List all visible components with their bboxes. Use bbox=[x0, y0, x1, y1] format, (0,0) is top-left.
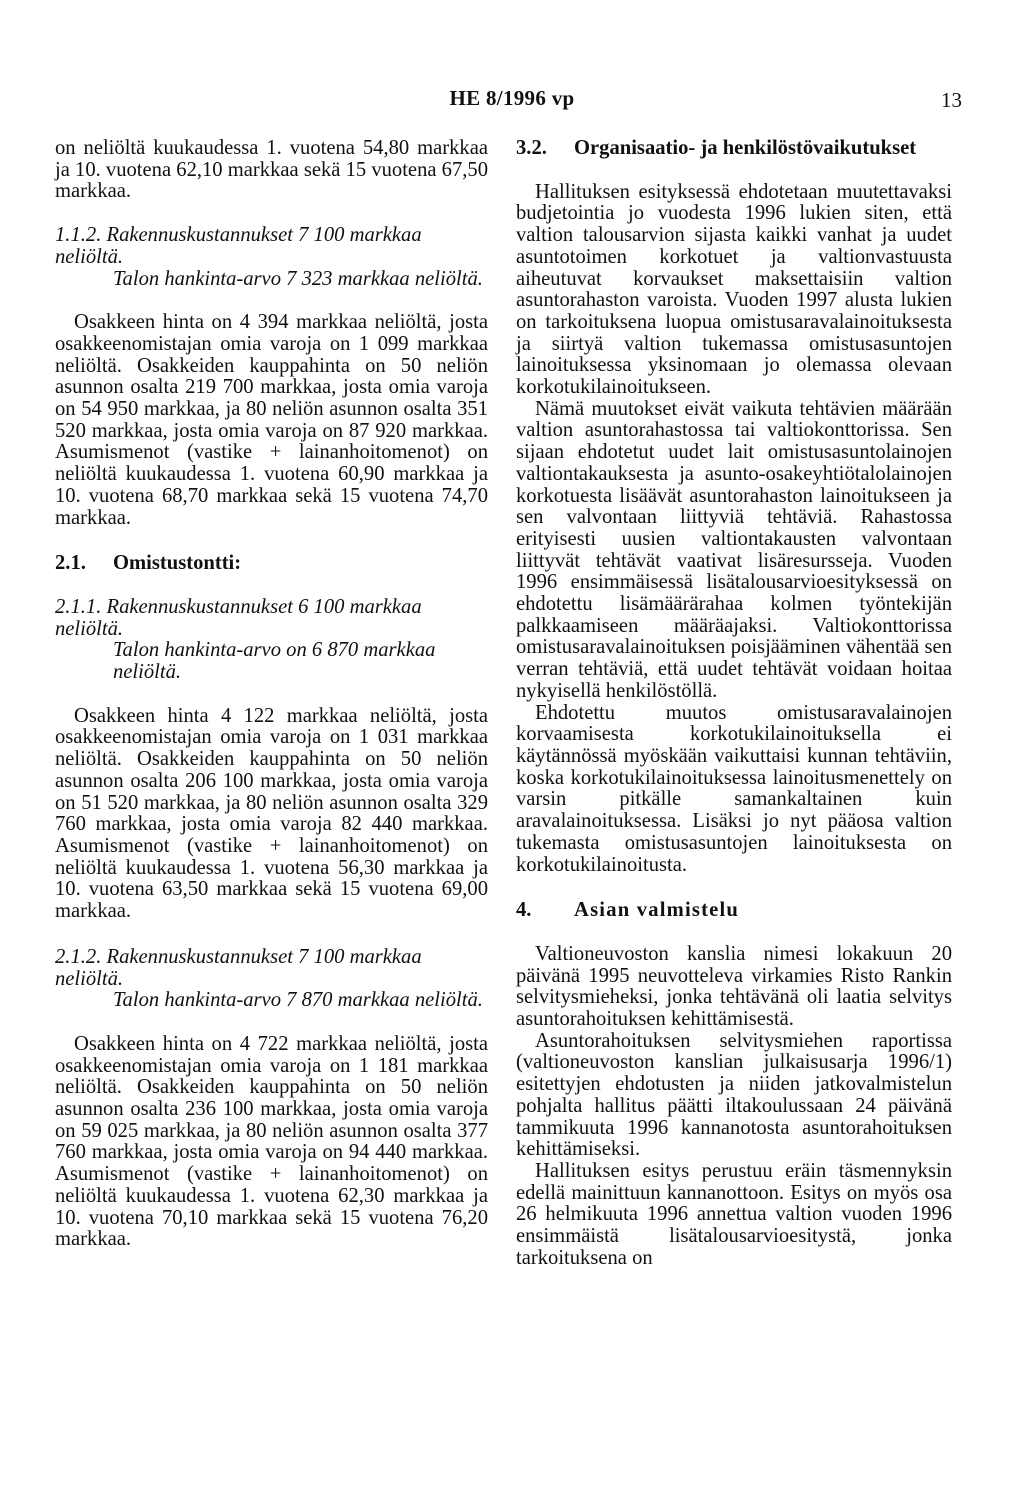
paragraph: Hallituksen esitys perustuu eräin täsmennyksin edellä mainittuun kannanottoon. Esitys on myös osa 26 helmikuuta 1996 annettua valtion vuoden 1996 ensimmäistä lisätalousarvioesitystä, jonka tarkoituksena on bbox=[516, 1159, 952, 1269]
paragraph: Nämä muutokset eivät vaikuta tehtävien määrään valtion asuntorahastossa tai valtiokonttorissa. Sen sijaan ehdotetut uudet lait omistusasuntolainojen valtiontakauksesta ja asunto-osakeyhtiötalolainojen korkotuesta lisäävät asuntorahaston lainoitukseen ja sen valvontaan liittyviä tehtäviä. Rahastossa erityisesti uusien valtiontakausten valvontaan liittyvät tehtävät vaativat lisäresursseja. Vuoden 1996 ensimmäisessä lisätalousarvioesityksessä on ehdotettu lisämäärärahaa kolmen työntekijän palkkaamiseen määräajaksi. Valtiokonttorissa omistusaravalainoituksen poisjääminen vähentää sen verran tehtäviä, että uudet tehtävät voidaan hoitaa nykyisellä henkilöstöllä. bbox=[516, 397, 952, 702]
right-column bbox=[516, 138, 952, 1269]
section-title: Organisaatio- ja henkilöstövaikutukset bbox=[574, 137, 917, 159]
subsection-title: Rakennuskustannukset 7 100 markkaa neliöltä. bbox=[55, 224, 422, 268]
paragraph: Osakkeen hinta 4 122 markkaa neliöltä, josta osakkeenomistajan omia varoja on 1 031 markkaa neliöltä. Osakkeiden kauppahinta on 50 neliön asunnon osalta 206 100 markkaa, josta omia varoja on 51 520 markkaa, ja 80 neliön asunnon osalta 329 760 markkaa, josta omia varoja 82 440 markkaa. Asumismenot (vastike + lainanhoitomenot) on neliöltä kuukaudessa 1. vuotena 56,30 markkaa ja 10. vuotena 63,50 markkaa sekä 15 vuotena 69,00 markkaa. bbox=[55, 704, 488, 923]
paragraph: Asuntorahoituksen selvitysmiehen raportissa (valtioneuvoston kanslian julkaisusarja 1996/1) esitettyjen ehdotusten ja niiden jatkovalmistelun pohjalta hallitus päätti iltakoulussaan 24 päivänä tammikuuta 1996 kannanotosta asuntorahoituksen kehittämiseksi. bbox=[516, 1029, 952, 1161]
subsection-2-1-2 bbox=[55, 947, 488, 1012]
subsection-2-1-1 bbox=[55, 597, 488, 684]
section-heading-3-2 bbox=[516, 138, 952, 160]
section-title: Omistustontti: bbox=[113, 552, 242, 575]
section-number: 2.1. bbox=[55, 552, 86, 575]
subsection-1-1-2 bbox=[55, 225, 488, 290]
left-column bbox=[55, 138, 488, 1251]
section-heading-2-1 bbox=[55, 553, 488, 575]
paragraph: Ehdotettu muutos omistusaravalainojen korvaamisesta korkotukilainoituksella ei käytännössä myöskään vaikuttaisi kunnan tehtäviin, koska korkotukilainoituksessa lainoitusmenettely on varsin pitkälle samankaltainen kuin aravalainoituksessa. Lisäksi jo nyt pääosa valtion tukemasta omistusasuntojen lainoituksesta on korkotukilainoitusta. bbox=[516, 701, 952, 876]
subsection-subtitle: Talon hankinta-arvo on 6 870 markkaa neliöltä. bbox=[113, 639, 436, 684]
section-number: 3.2. bbox=[516, 137, 547, 159]
subsection-number: 1.1.2. bbox=[55, 224, 102, 247]
page-header bbox=[0, 86, 1024, 116]
subsection-subtitle: Talon hankinta-arvo 7 870 markkaa neliöltä. bbox=[113, 989, 483, 1012]
paragraph: Hallituksen esityksessä ehdotetaan muutettavaksi budjetointia jo vuodesta 1996 lukien siten, että valtion talousarvion sijasta kaikki vanhat ja uudet asuntotoimen korkotuet ja valtionvastuusta aiheutuvat korvaukset maksettaisiin valtion asuntorahaston varoista. Vuoden 1997 alusta lukien on tarkoituksena luopua omistusaravalainoituksesta ja siirtyä valtion tukemassa omistusasuntojen lainoituksessa yksinomaan jo olemassa olevaan korkotukilainoitukseen. bbox=[516, 180, 952, 399]
section-title: Asian valmistelu bbox=[574, 899, 740, 922]
section-number: 4. bbox=[516, 899, 532, 922]
section-heading-4 bbox=[516, 900, 952, 922]
paragraph: Valtioneuvoston kanslia nimesi lokakuun 20 päivänä 1995 neuvotteleva virkamies Risto Rankin selvitysmieheksi, jonka tehtävänä oli laatia selvitys asuntorahoituksen kehittämisestä. bbox=[516, 942, 952, 1031]
subsection-subtitle: Talon hankinta-arvo 7 323 markkaa neliöltä. bbox=[113, 267, 483, 290]
subsection-title: Rakennuskustannukset 7 100 markkaa neliöltä. bbox=[55, 945, 422, 990]
paragraph: on neliöltä kuukaudessa 1. vuotena 54,80 markkaa ja 10. vuotena 62,10 markkaa sekä 15 vuotena 67,50 markkaa. bbox=[55, 137, 488, 203]
page-number: 13 bbox=[941, 88, 962, 112]
paragraph: Osakkeen hinta on 4 722 markkaa neliöltä, josta osakkeenomistajan omia varoja on 1 181 markkaa neliöltä. Osakkeiden kauppahinta on 50 neliön asunnon osalta 236 100 markkaa, josta omia varoja on 59 025 markkaa, ja 80 neliön asunnon osalta 377 760 markkaa, josta omia varoja on 94 440 markkaa. Asumismenot (vastike + lainanhoitomenot) on neliöltä kuukaudessa 1. vuotena 62,30 markkaa ja 10. vuotena 70,10 markkaa sekä 15 vuotena 76,20 markkaa. bbox=[55, 1032, 488, 1251]
subsection-number: 2.1.2. bbox=[55, 945, 102, 968]
paragraph: Osakkeen hinta on 4 394 markkaa neliöltä, josta osakkeenomistajan omia varoja on 1 099 markkaa neliöltä. Osakkeiden kauppahinta on 50 neliön asunnon osalta 219 700 markkaa, josta omia varoja on 54 950 markkaa, ja 80 neliön asunnon osalta 351 520 markkaa, josta omia varoja on 87 920 markkaa. Asumismenot (vastike + lainanhoitomenot) on neliöltä kuukaudessa 1. vuotena 60,90 markkaa ja 10. vuotena 68,70 markkaa sekä 15 vuotena 74,70 markkaa. bbox=[55, 311, 488, 529]
subsection-number: 2.1.1. bbox=[55, 595, 102, 618]
document-id: HE 8/1996 vp bbox=[449, 86, 575, 110]
subsection-title: Rakennuskustannukset 6 100 markkaa neliöltä. bbox=[55, 595, 422, 640]
